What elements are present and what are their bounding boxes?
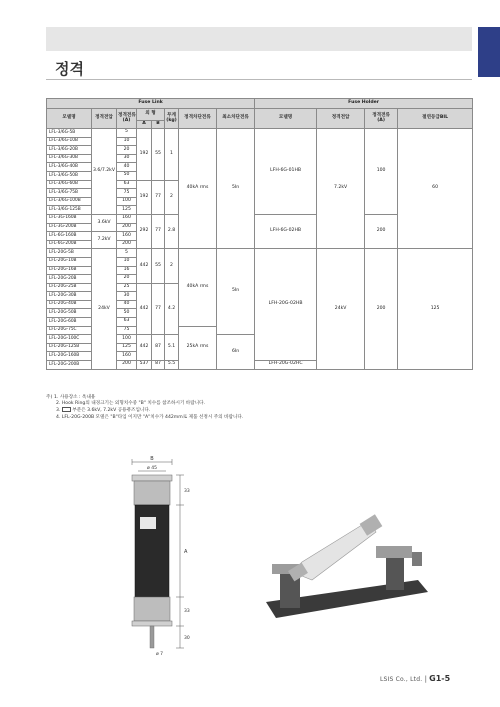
cell-model: LFL-20G-16B — [47, 266, 92, 275]
top-cap-rim — [132, 475, 172, 481]
cell-model: LFL-3/6G-60B — [47, 180, 92, 189]
cell-model: LFL-6G-200B — [47, 240, 92, 249]
cell-dim-a: 537 — [137, 361, 152, 370]
cell-dim-a: 292 — [137, 214, 152, 248]
cell-model: LFL-3/6G-125B — [47, 206, 92, 215]
cell-weight: 2 — [165, 180, 179, 214]
col-dim-b: B — [152, 121, 165, 129]
col-min-interrupt: 최소차단전류 — [217, 109, 255, 129]
cell-current: 50 — [117, 171, 137, 180]
cell-voltage: 3.6kV — [92, 214, 117, 231]
cell-current: 200 — [117, 240, 137, 249]
cell-current: 63 — [117, 180, 137, 189]
col-voltage: 정격전압 — [92, 109, 117, 129]
cell-model: LFL-3/6G-75B — [47, 189, 92, 198]
cell-current: 16 — [117, 266, 137, 275]
top-end-cap — [134, 481, 170, 505]
dim-tail-label: 30 — [184, 636, 190, 641]
cell-holder-current: 200 — [365, 214, 398, 248]
cell-holder-model: LFH-6G-02HB — [255, 214, 317, 248]
company-name: LSIS Co., Ltd. — [380, 676, 423, 683]
cell-model: LFL-20G-125B — [47, 343, 92, 352]
cell-current: 30 — [117, 154, 137, 163]
cell-model: LFL-3/6G-20B — [47, 146, 92, 155]
table-row — [47, 129, 473, 138]
dim-top-label: 33 — [184, 489, 190, 494]
striker-pin — [150, 626, 154, 648]
col-holder-voltage: 정격전압 — [317, 109, 365, 129]
fuse-holder-photo — [258, 510, 433, 640]
note-4: 4. LFL-20G-200B 모델은 "B"타입 이지만 "A"치수가 442mm로 제품 선정시 주의 바랍니다. — [56, 414, 244, 420]
cell-model: LFL-3/6G-50B — [47, 171, 92, 180]
holder-right-clip — [376, 546, 412, 558]
cell-current: 75 — [117, 326, 137, 335]
cell-current: 200 — [117, 223, 137, 232]
dim-b-label: B — [150, 456, 154, 462]
cell-model: LFL-20G-40B — [47, 300, 92, 309]
cell-holder-model: LFH-20G-02HC — [255, 361, 317, 370]
fuse-dimension-drawing — [110, 455, 205, 660]
cell-interrupt: 40kA rms — [179, 129, 217, 249]
table-notes — [46, 395, 466, 421]
cell-model: LFL-3/6G-5B — [47, 129, 92, 138]
cell-model: LFL-20G-10B — [47, 257, 92, 266]
col-weight-unit: (kg) — [166, 117, 177, 123]
cell-current: 160 — [117, 232, 137, 241]
title-divider — [46, 79, 472, 80]
cell-model: LFL-20G-5B — [47, 249, 92, 258]
cell-model: LFL-20G-60B — [47, 318, 92, 327]
cell-dim-a: 442 — [137, 283, 152, 335]
cell-current: 25 — [117, 283, 137, 292]
cell-interrupt: 40kA rms — [179, 249, 217, 326]
col-dims: 외 형 — [137, 109, 165, 121]
col-holder-current-label: 정격전류 — [372, 112, 390, 118]
note-3: 3. 부분은 3.6kV, 7.2kV 공용퓨즈입니다. — [56, 408, 151, 414]
cell-min-interrupt: 5In — [217, 129, 255, 249]
cell-current: 200 — [117, 361, 137, 370]
cell-interrupt: 25kA rms — [179, 326, 217, 369]
cell-holder-voltage: 24kV — [317, 249, 365, 369]
footer-divider: | — [424, 675, 430, 683]
group-fuse-holder: Fuse Holder — [255, 99, 473, 109]
col-holder-current-unit: (A) — [377, 117, 385, 123]
cell-min-interrupt: 5In — [217, 249, 255, 335]
dim-phi-label: ø 45 — [147, 466, 157, 471]
cell-dim-b: 77 — [152, 214, 165, 248]
cell-weight: 4.2 — [165, 283, 179, 335]
cell-holder-current: 200 — [365, 249, 398, 369]
col-dim-a: A — [137, 121, 152, 129]
col-holder-current — [365, 109, 398, 129]
cell-model: LFL-20G-30B — [47, 292, 92, 301]
cell-current: 10 — [117, 137, 137, 146]
cell-model: LFL-20G-50B — [47, 309, 92, 318]
cell-current: 40 — [117, 163, 137, 172]
cell-current: 30 — [117, 292, 137, 301]
cell-bil: 125 — [398, 249, 473, 369]
cell-model: LFL-3/6G-100B — [47, 197, 92, 206]
col-weight — [165, 109, 179, 129]
cell-weight: 2 — [165, 249, 179, 283]
note-lead: 주) — [46, 395, 53, 400]
cell-weight: 2.8 — [165, 214, 179, 248]
cell-holder-model: LFH-20G-02HB — [255, 249, 317, 361]
cell-dim-a: 442 — [137, 249, 152, 283]
cell-model: LFL-20G-200B — [47, 361, 92, 370]
cell-current: 5 — [117, 129, 137, 138]
cell-current: 100 — [117, 197, 137, 206]
holder-terminal — [412, 552, 422, 566]
col-weight-label: 무게 — [167, 112, 176, 118]
cell-model: LFL-20G-160B — [47, 352, 92, 361]
group-fuse-link: Fuse Link — [47, 99, 255, 109]
cell-model: LFL-3G-200B — [47, 223, 92, 232]
col-holder-model: 모델명 — [255, 109, 317, 129]
cell-current: 75 — [117, 189, 137, 198]
bottom-cap-rim — [132, 621, 172, 626]
cell-current: 5 — [117, 249, 137, 258]
cell-dim-a: 442 — [137, 335, 152, 361]
cell-voltage: 3.6/7.2kV — [92, 129, 117, 215]
cell-model: LFL-3/6G-30B — [47, 154, 92, 163]
cell-model: LFL-3/6G-40B — [47, 163, 92, 172]
cell-dim-b: 55 — [152, 129, 165, 181]
col-current-unit: (A) — [122, 117, 131, 123]
col-model: 모델명 — [47, 109, 92, 129]
cell-voltage: 7.2kV — [92, 232, 117, 249]
cell-current: 125 — [117, 206, 137, 215]
bottom-end-cap — [134, 597, 170, 621]
col-current — [117, 109, 137, 129]
cell-model: LFL-3/6G-10B — [47, 137, 92, 146]
cell-model: LFL-6G-160B — [47, 232, 92, 241]
cell-current: 160 — [117, 214, 137, 223]
holder-right-insulator — [386, 556, 404, 590]
page-number: G1-5 — [429, 674, 451, 683]
shaded-box-icon — [62, 407, 71, 412]
table-row — [47, 249, 473, 258]
cell-weight: 5.5 — [165, 361, 179, 370]
cell-current: 50 — [117, 309, 137, 318]
cell-min-interrupt: 6In — [217, 335, 255, 369]
note-2: 2. Hook Ring의 내경크기는 외형치수중 "B" 치수를 참조하시기 바랍니다. — [56, 401, 205, 407]
col-interrupt: 정격차단전류 — [179, 109, 217, 129]
dim-pin-label: ø 7 — [156, 652, 164, 657]
ratings-table — [46, 98, 473, 370]
dim-a-label: A — [184, 549, 188, 555]
cell-current: 160 — [117, 352, 137, 361]
col-bil: 절연등급BIL — [398, 109, 473, 129]
cell-current: 20 — [117, 275, 137, 284]
header-band — [46, 27, 472, 51]
cell-current: 10 — [117, 257, 137, 266]
cell-dim-b: 77 — [152, 283, 165, 335]
cell-bil: 60 — [398, 129, 473, 249]
cell-model: LFL-20G-75C — [47, 326, 92, 335]
cell-dim-b: 87 — [152, 335, 165, 361]
note-1: 주) 1. 사용장소 : 옥내용 — [46, 395, 96, 400]
cell-holder-current: 100 — [365, 129, 398, 215]
cell-model: LFL-20G-20B — [47, 275, 92, 284]
cell-dim-b: 55 — [152, 249, 165, 283]
col-current-label: 정격전류 — [118, 112, 136, 118]
page-title: 정격 — [55, 60, 84, 78]
page-footer — [380, 674, 450, 683]
cell-dim-a: 192 — [137, 180, 152, 214]
section-tab — [478, 27, 500, 77]
cell-holder-voltage: 7.2kV — [317, 129, 365, 249]
cell-current: 100 — [117, 335, 137, 344]
cell-dim-b: 77 — [152, 180, 165, 214]
cell-weight: 1 — [165, 129, 179, 181]
fuse-label-plate — [140, 517, 156, 529]
cell-model: LFL-20G-25B — [47, 283, 92, 292]
cell-model: LFL-3G-160B — [47, 214, 92, 223]
cell-model: LFL-20G-100C — [47, 335, 92, 344]
cell-dim-a: 192 — [137, 129, 152, 181]
cell-weight: 5.1 — [165, 335, 179, 361]
cell-holder-model: LFH-6G-01HB — [255, 129, 317, 215]
dim-bot-label: 33 — [184, 609, 190, 614]
cell-current: 63 — [117, 318, 137, 327]
cell-dim-b: 87 — [152, 361, 165, 370]
cell-current: 20 — [117, 146, 137, 155]
cell-current: 125 — [117, 343, 137, 352]
cell-current: 40 — [117, 300, 137, 309]
cell-voltage: 24kV — [92, 249, 117, 369]
